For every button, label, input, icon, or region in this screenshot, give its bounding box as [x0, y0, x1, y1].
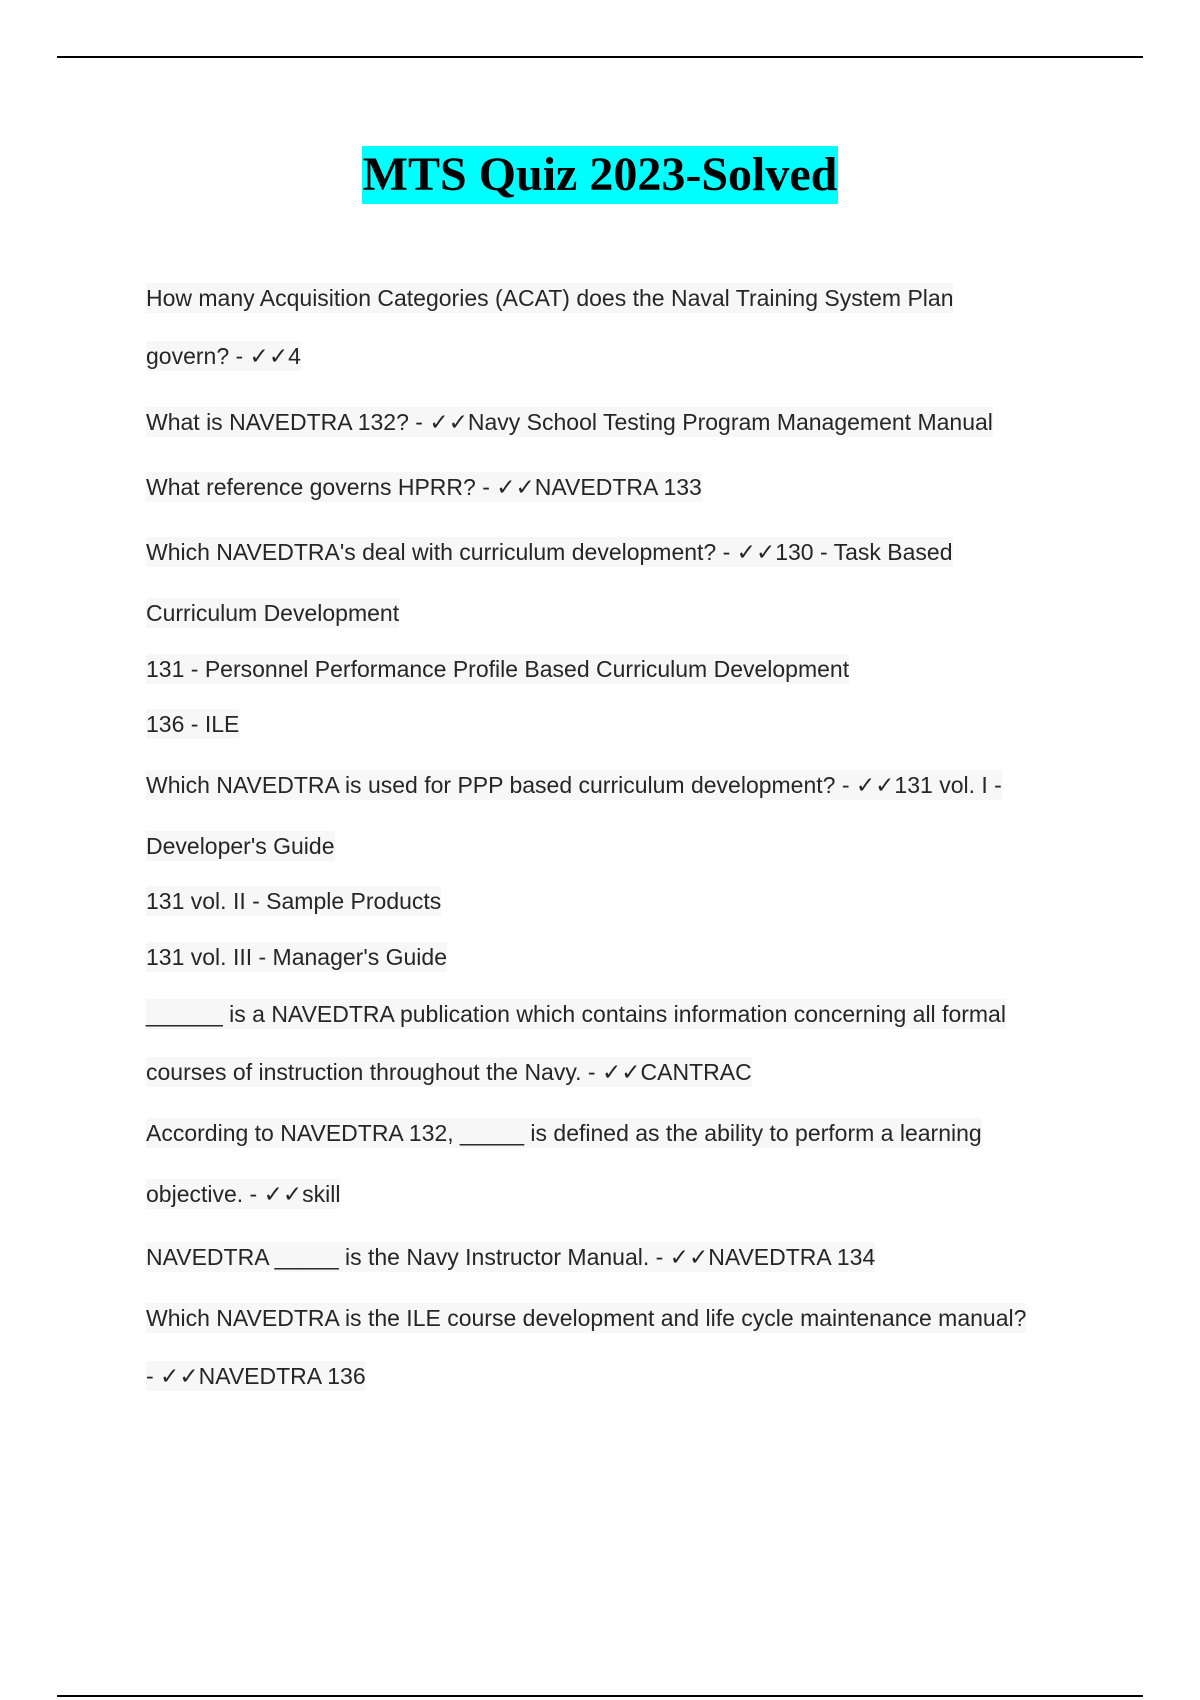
qa-line [146, 939, 447, 975]
qa-line [146, 534, 953, 570]
qa-line [146, 1054, 752, 1090]
qa-text: objective. - ✓✓skill [146, 1181, 341, 1207]
qa-line [146, 767, 1002, 803]
document-title: MTS Quiz 2023-Solved [362, 146, 839, 204]
qa-line [146, 404, 993, 440]
qa-text: According to NAVEDTRA 132, _____ is defined as the ability to perform a learning [146, 1120, 982, 1146]
qa-line [146, 1300, 1026, 1336]
qa-line [146, 1115, 982, 1151]
qa-line [146, 595, 399, 631]
qa-text: - ✓✓NAVEDTRA 136 [146, 1363, 366, 1389]
qa-line [146, 828, 335, 864]
qa-line [146, 1239, 875, 1275]
qa-text: Which NAVEDTRA's deal with curriculum development? - ✓✓130 - Task Based [146, 539, 953, 565]
qa-line [146, 883, 441, 919]
qa-line [146, 280, 953, 316]
header-rule [57, 56, 1143, 58]
qa-line [146, 469, 702, 505]
qa-text: govern? - ✓✓4 [146, 343, 301, 369]
qa-text: Developer's Guide [146, 833, 335, 859]
qa-line [146, 996, 1006, 1032]
qa-text: NAVEDTRA _____ is the Navy Instructor Manual. - ✓✓NAVEDTRA 134 [146, 1244, 876, 1270]
qa-text: 131 vol. II - Sample Products [146, 888, 442, 914]
qa-text: 136 - ILE [146, 711, 240, 737]
qa-text: What is NAVEDTRA 132? - ✓✓Navy School Testing Program Management Manual [146, 409, 993, 435]
qa-text: Which NAVEDTRA is used for PPP based curriculum development? - ✓✓131 vol. I - [146, 772, 1002, 798]
qa-text: courses of instruction throughout the Navy. - ✓✓CANTRAC [146, 1059, 752, 1085]
qa-text: Which NAVEDTRA is the ILE course development and life cycle maintenance manual? [146, 1305, 1027, 1331]
qa-text: 131 vol. III - Manager's Guide [146, 944, 447, 970]
qa-text: 131 - Personnel Performance Profile Based Curriculum Development [146, 656, 850, 682]
qa-line [146, 1358, 366, 1394]
qa-text: Curriculum Development [146, 600, 400, 626]
qa-line [146, 1176, 340, 1212]
qa-line [146, 651, 849, 687]
qa-line [146, 706, 239, 742]
qa-text: ______ is a NAVEDTRA publication which contains information concerning all formal [146, 1001, 1006, 1027]
qa-text: What reference governs HPRR? - ✓✓NAVEDTRA 133 [146, 474, 702, 500]
qa-line [146, 338, 301, 374]
footer-rule [57, 1695, 1143, 1697]
qa-text: How many Acquisition Categories (ACAT) does the Naval Training System Plan [146, 285, 954, 311]
title-container [0, 146, 1200, 204]
